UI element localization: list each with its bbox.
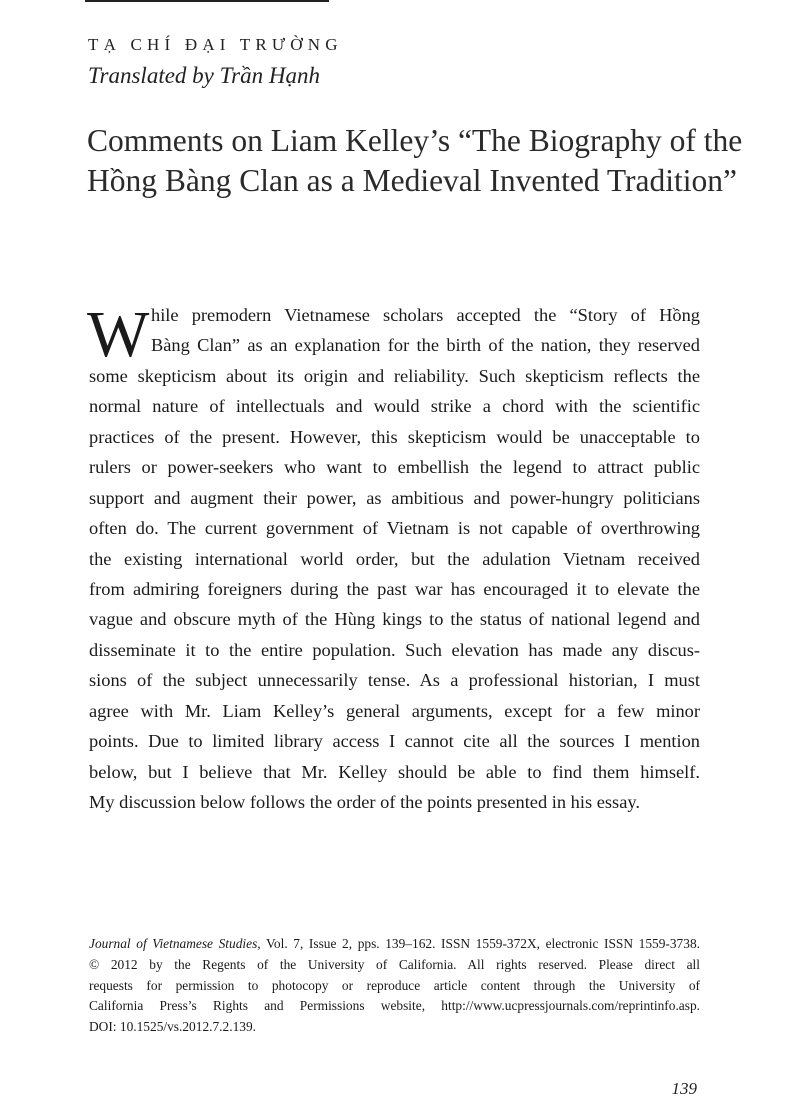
top-rule	[85, 0, 329, 2]
body-text	[89, 300, 700, 817]
body-line: Bàng Clan” as an explanation for the birth of the nation, they reserved	[151, 335, 700, 356]
body-line: below, but I believe that Mr. Kelley should be able to find them himself.	[89, 761, 700, 782]
footnote-line: requests for permission to photocopy or reproduce article content through the University of	[89, 977, 700, 993]
doi-line: DOI: 10.1525/vs.2012.7.2.139.	[89, 1019, 257, 1035]
translator-credit: Translated by Trần Hạnh	[88, 63, 320, 88]
footnote-line	[89, 934, 700, 955]
body-line: support and augment their power, as ambitious and power-hungry politicians	[89, 487, 700, 508]
page-number: 139	[671, 1079, 697, 1098]
title-line-2: Hồng Bàng Clan as a Medieval Invented Tradition”	[87, 163, 738, 198]
body-line: practices of the present. However, this skepticism would be unacceptable to	[89, 426, 700, 447]
body-line: often do. The current government of Vietnam is not capable of overthrowing	[89, 518, 700, 539]
body-line: sions of the subject unnecessarily tense. As a professional historian, I must	[89, 670, 700, 691]
article-title	[87, 121, 747, 201]
footnote-line: © 2012 by the Regents of the University of California. All rights reserved. Please direct all	[89, 956, 700, 972]
journal-name: Journal of Vietnamese Studies,	[89, 936, 261, 951]
footnote-line: California Press’s Rights and Permissions website, http://www.ucpressjournals.com/reprintinfo.asp.	[89, 998, 700, 1014]
author-name: TẠ CHÍ ĐẠI TRƯỜNG	[88, 35, 343, 54]
body-line: agree with Mr. Liam Kelley’s general arguments, except for a few minor	[89, 700, 700, 721]
body-line: rulers or power-seekers who want to embellish the legend to attract public	[89, 457, 700, 478]
body-line: normal nature of intellectuals and would strike a chord with the scientific	[89, 396, 700, 417]
body-line: disseminate it to the entire population. Such elevation has made any discus-	[89, 639, 700, 660]
drop-cap: W	[87, 298, 150, 371]
body-line: from admiring foreigners during the past war has encouraged it to elevate the	[89, 578, 700, 599]
body-line: some skepticism about its origin and reliability. Such skepticism reflects the	[89, 365, 700, 386]
body-line: My discussion below follows the order of the points presented in his essay.	[89, 792, 640, 812]
copyright-footnote	[89, 934, 700, 1038]
title-line-1: Comments on Liam Kelley’s “The Biography of the	[87, 123, 743, 158]
journal-details: Vol. 7, Issue 2, pps. 139–162. ISSN 1559-372X, electronic ISSN 1559-3738.	[260, 936, 700, 951]
body-line: points. Due to limited library access I cannot cite all the sources I mention	[89, 731, 700, 752]
body-line: the existing international world order, but the adulation Vietnam received	[89, 548, 700, 569]
body-line: vague and obscure myth of the Hùng kings to the status of national legend and	[89, 609, 700, 630]
body-line: hile premodern Vietnamese scholars accepted the “Story of Hồng	[151, 305, 700, 325]
